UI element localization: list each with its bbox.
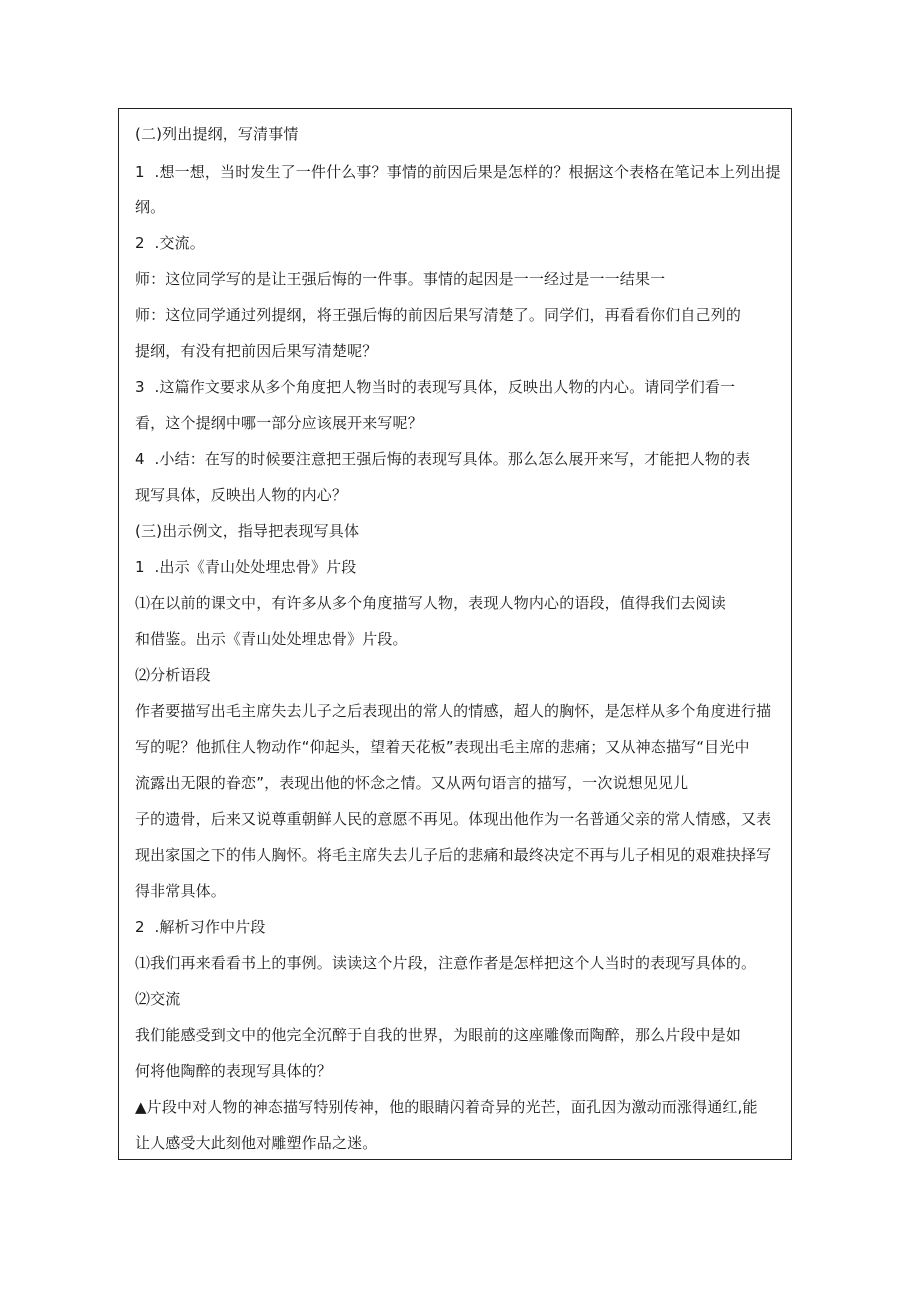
text-line: 4 .小结：在写的时候要注意把王强后悔的表现写具体。那么怎么展开来写，才能把人物的表: [135, 450, 751, 468]
text-line: 3 .这篇作文要求从多个角度把人物当时的表现写具体，反映出人物的内心。请同学们看一: [135, 378, 736, 396]
text-line: 2 .解析习作中片段: [135, 918, 266, 936]
text-line: 提纲，有没有把前因后果写清楚呢？: [135, 342, 378, 360]
text-line: 现出家国之下的伟人胸怀。将毛主席失去儿子后的悲痛和最终决定不再与儿子相见的艰难抉择写: [135, 846, 772, 864]
text-line: 得非常具体。: [135, 882, 226, 900]
section-heading-outline: (二)列出提纲，写清事情: [135, 125, 299, 143]
text-line: ⑴我们再来看看书上的事例。读读这个片段，注意作者是怎样把这个人当时的表现写具体的。: [135, 954, 757, 972]
text-line: ▲片段中对人物的神态描写特别传神，他的眼睛闪着奇异的光芒，面孔因为激动而涨得通红,能: [135, 1098, 758, 1116]
text-line: 现写具体，反映出人物的内心？: [135, 486, 348, 504]
text-line: 师：这位同学通过列提纲，将王强后悔的前因后果写清楚了。同学们，再看看你们自己列的: [135, 306, 742, 324]
text-line: 1 .想一想，当时发生了一件什么事？事情的前因后果是怎样的？根据这个表格在笔记本上列出提: [135, 163, 781, 181]
text-line: 我们能感受到文中的他完全沉醉于自我的世界，为眼前的这座雕像而陶醉，那么片段中是如: [135, 1026, 742, 1044]
text-line: 纲。: [135, 198, 166, 216]
lesson-plan-table-cell: [118, 108, 792, 1160]
text-line: 师：这位同学写的是让王强后悔的一件事。事情的起因是一一经过是一一结果一: [135, 270, 666, 288]
text-line: ⑵分析语段: [135, 666, 211, 684]
text-line: 作者要描写出毛主席失去儿子之后表现出的常人的情感，超人的胸怀，是怎样从多个角度进行描: [135, 702, 772, 720]
text-line: 1 .出示《青山处处埋忠骨》片段: [135, 558, 357, 576]
text-line: 看，这个提纲中哪一部分应该展开来写呢？: [135, 414, 423, 432]
text-line: ⑴在以前的课文中，有许多从多个角度描写人物，表现人物内心的语段，值得我们去阅读: [135, 594, 726, 612]
section-heading-example: (三)出示例文，指导把表现写具体: [135, 522, 360, 540]
text-line: ⑵交流: [135, 990, 181, 1008]
text-line: 让人感受大此刻他对雕塑作品之迷。: [135, 1134, 378, 1152]
text-line: 写的呢？他抓住人物动作“仰起头，望着天花板”表现出毛主席的悲痛；又从神态描写“目光中: [135, 738, 750, 756]
text-line: 和借鉴。出示《青山处处埋忠骨》片段。: [135, 630, 408, 648]
text-line: 流露出无限的眷恋”，表现出他的怀念之情。又从两句语言的描写，一次说想见见儿: [135, 774, 689, 792]
text-line: 何将他陶醉的表现写具体的？: [135, 1062, 332, 1080]
text-line: 子的遗骨，后来又说尊重朝鲜人民的意愿不再见。体现出他作为一名普通父亲的常人情感，又表: [135, 810, 772, 828]
text-line: 2 .交流。: [135, 234, 205, 252]
